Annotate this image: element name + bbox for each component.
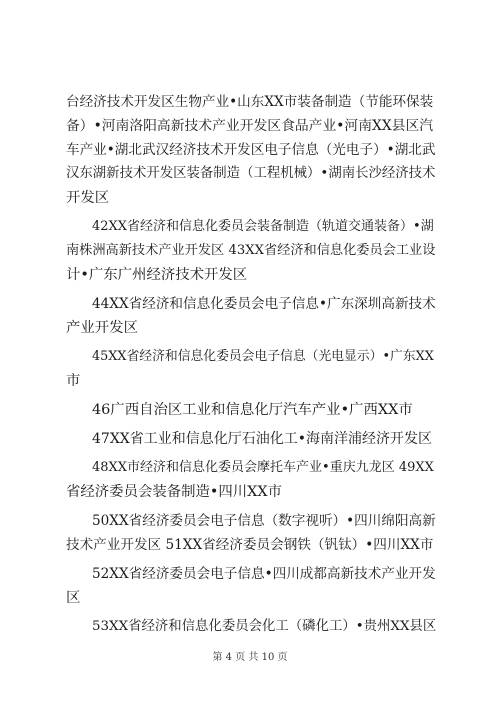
text-line: 48XX市经济和信息化委员会摩托车产业•重庆九龙区 49XX bbox=[92, 460, 434, 475]
text-line: 45XX省经济和信息化委员会电子信息（光电显示）•广东XX bbox=[92, 349, 434, 364]
paragraph bbox=[66, 215, 436, 287]
paragraph bbox=[66, 398, 436, 422]
text-line: 台经济技术开发区生物产业•山东XX市装备制造（节能环保装 bbox=[66, 94, 434, 110]
text-line: 省经济委员会装备制造•四川XX市 bbox=[66, 484, 283, 500]
text-line: 50XX省经济委员会电子信息（数字视听）•四川绵阳高新 bbox=[92, 513, 436, 529]
text-line: 区 bbox=[66, 590, 81, 606]
text-line: 备）•河南洛阳高新技术产业开发区食品产业•河南XX县区汽 bbox=[66, 118, 434, 134]
paragraph bbox=[66, 562, 436, 610]
text-line: 技术产业开发区 51XX省经济委员会钢铁（钒钛）•四川XX市 bbox=[66, 537, 434, 553]
text-line: 计•广东广州经济技术开发区 bbox=[66, 267, 248, 283]
document-body bbox=[66, 90, 436, 639]
text-line: 车产业•湖北武汉经济技术开发区电子信息（光电子）•湖北武 bbox=[66, 142, 436, 158]
page-footer: 第 4 页 共 10 页 bbox=[212, 652, 288, 663]
paragraph bbox=[66, 509, 436, 557]
text-line: 南株洲高新技术产业开发区 43XX省经济和信息化委员会工业设 bbox=[66, 243, 436, 258]
text-line: 42XX省经济和信息化委员会装备制造（轨道交通装备）•湖 bbox=[92, 219, 434, 234]
text-line: 46广西自治区工业和信息化厅汽车产业•广西XX市 bbox=[92, 402, 413, 418]
text-line: 汉东湖新技术开发区装备制造（工程机械）•湖南长沙经济技术 bbox=[66, 166, 436, 181]
text-line: 开发区 bbox=[66, 190, 110, 206]
text-line: 52XX省经济委员会电子信息•四川成都高新技术产业开发 bbox=[92, 566, 436, 582]
paragraph bbox=[66, 427, 436, 451]
text-line: 47XX省工业和信息化厅石油化工•海南洋浦经济开发区 bbox=[92, 431, 433, 447]
paragraph bbox=[66, 456, 436, 504]
text-line: 产业开发区 bbox=[66, 320, 138, 336]
text-line: 市 bbox=[66, 373, 81, 389]
paragraph bbox=[66, 90, 436, 210]
paragraph bbox=[66, 292, 436, 340]
text-line: 53XX省经济和信息化委员会化工（磷化工）•贵州XX县区 bbox=[92, 619, 437, 634]
text-line: 44XX省经济和信息化委员会电子信息•广东深圳高新技术 bbox=[92, 296, 436, 312]
paragraph bbox=[66, 615, 436, 639]
paragraph bbox=[66, 345, 436, 393]
